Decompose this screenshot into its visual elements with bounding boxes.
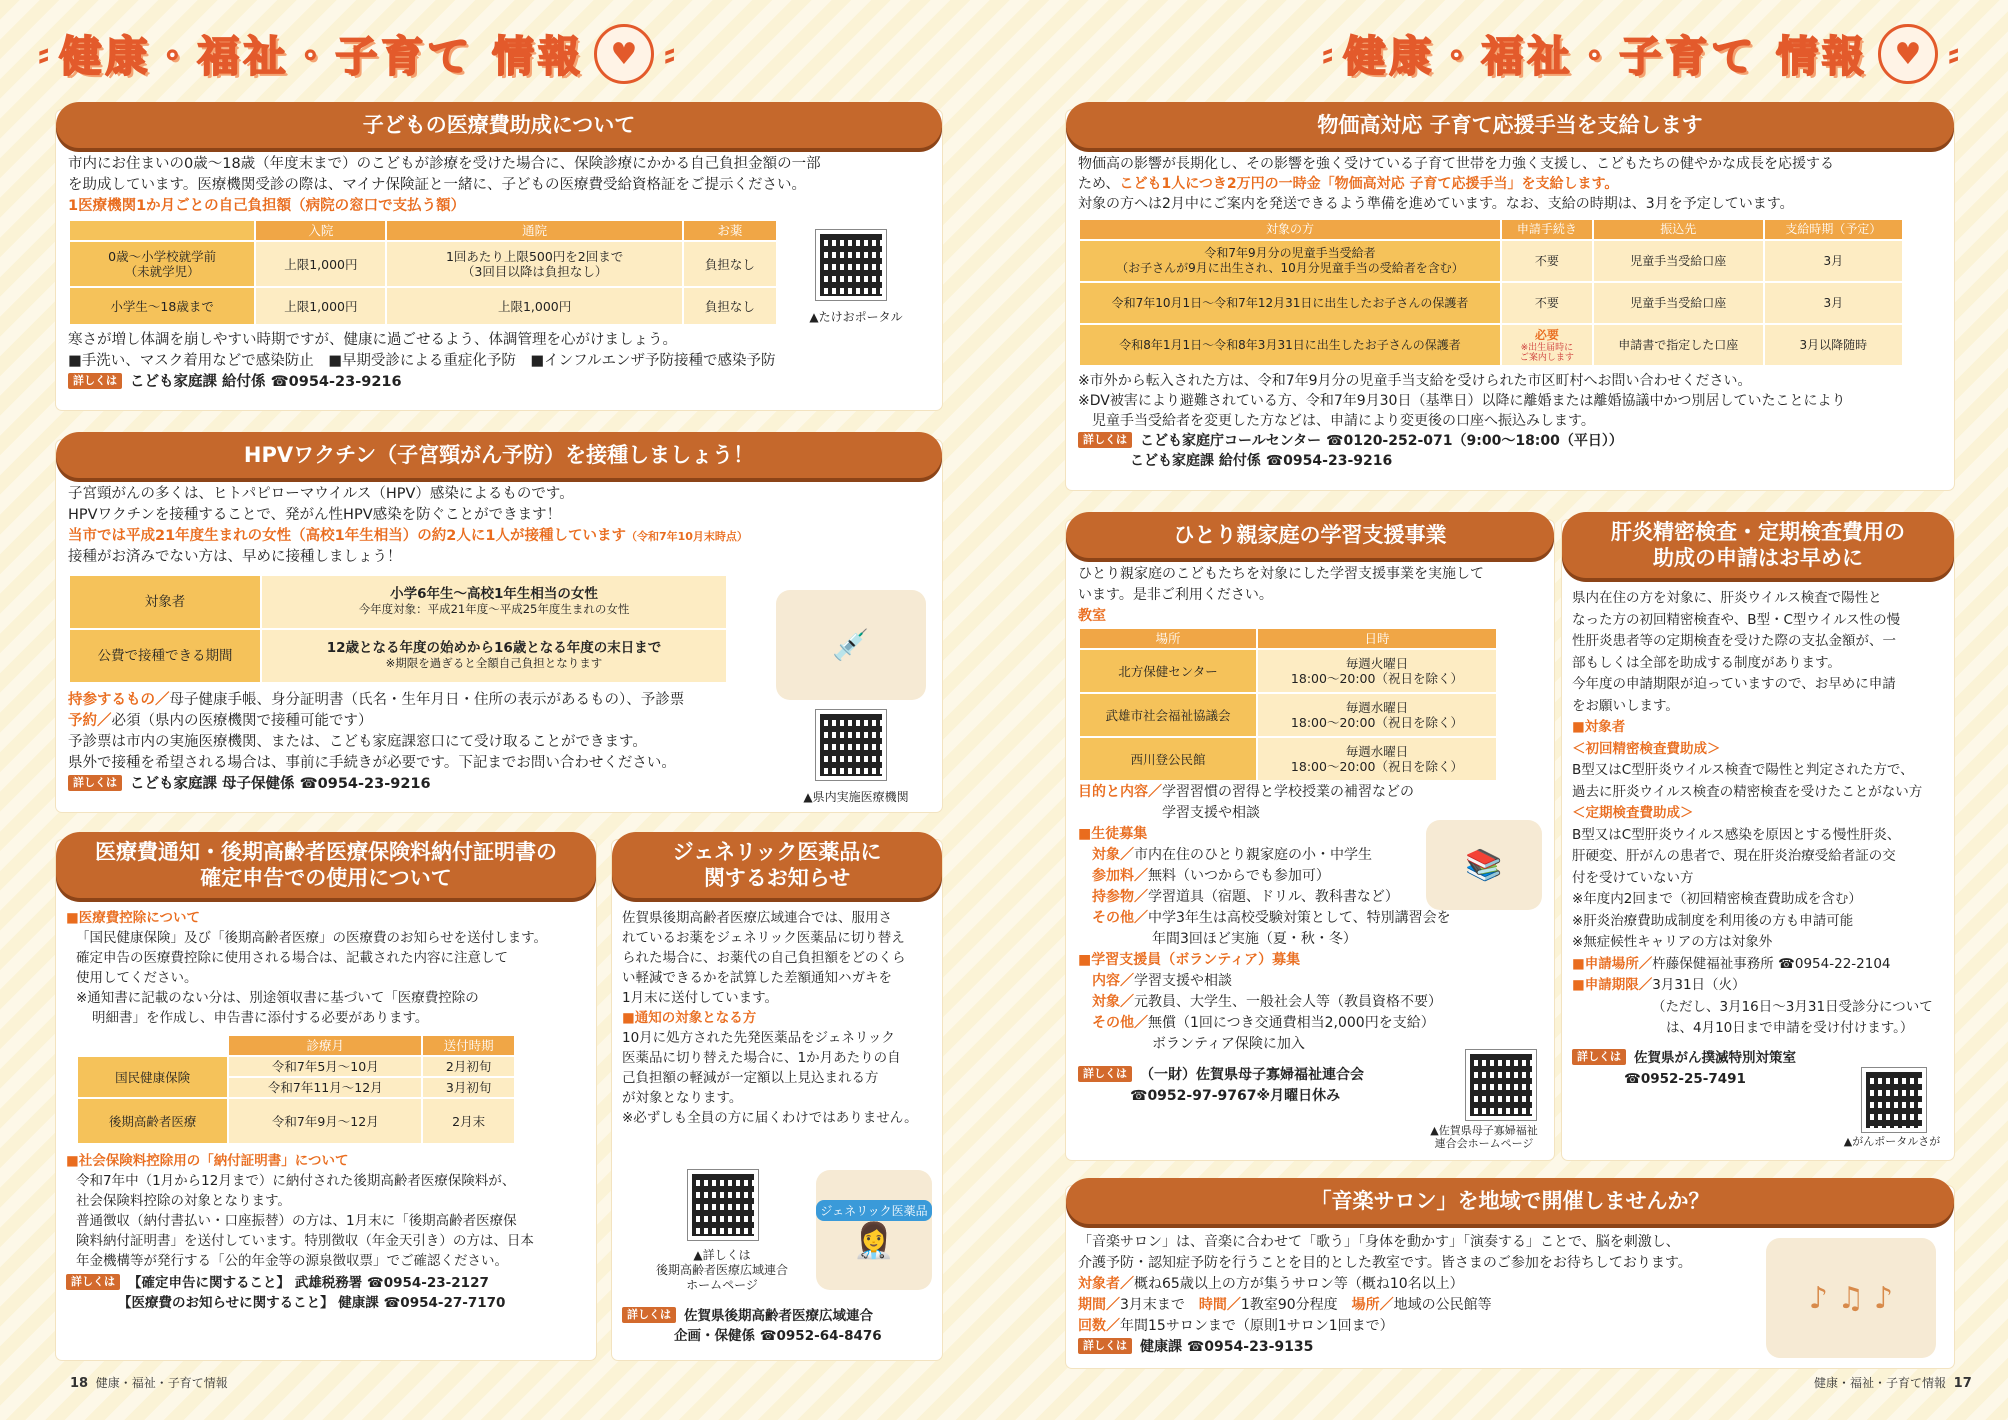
text-line	[1092, 908, 1548, 929]
paragraph: 年金機構等が発行する「公的年金等の源泉徴収票」でご確認ください。	[76, 1253, 508, 1269]
detail-badge: 詳しくは	[1078, 1338, 1132, 1354]
text-line: られた場合に、お薬代の自己負担額をどのくら	[622, 950, 906, 966]
right-page	[1004, 0, 2008, 1420]
text-line: ボランティア保険に加入	[1152, 1036, 1305, 1052]
contact: （一財）佐賀県母子寡婦福祉連合会	[1140, 1067, 1364, 1083]
table-cell: 令和8年1月1日～令和8年3月31日に出生したお子さんの保護者	[1080, 325, 1500, 365]
section-title: 「音楽サロン」を地域で開催しませんか？	[1066, 1178, 1954, 1224]
text-line: B型又はC型肝炎ウイルス感染を原因とする慢性肝炎、	[1572, 826, 1901, 843]
text-line: 過去に肝炎ウイルス検査の精密検査を受けたことがない方	[1572, 783, 1923, 800]
qr-caption: ▲県内実施医療機関	[803, 790, 909, 804]
table-cell: 振込先	[1594, 220, 1763, 239]
text-line: 対象の方へは2月中にご案内を発送できるよう準備を進めています。なお、支給の時期は、3月を予定しています。	[1078, 196, 1794, 212]
table-cell: 北方保健センター	[1080, 650, 1256, 692]
paragraph: 使用してください。	[76, 970, 198, 986]
text-line: ※DV被害により避難されている方、令和7年9月30日（基準日）以降に離婚または離婚協議中かつ別居していたことにより	[1078, 393, 1846, 409]
text-line: 毎週水曜日	[1345, 700, 1409, 715]
table-cell: 3月初旬	[423, 1078, 514, 1097]
text-line: 学習道具（宿題、ドリル、教科書など）	[1148, 889, 1399, 905]
table-cell: 令和7年9月分の児童手当受給者 （お子さんが9月に出生され、10月分児童手当の受給者を含む）	[1080, 241, 1500, 281]
paragraph: 必須（県内の医療機関で接種可能です）	[111, 713, 373, 729]
text-line: 毎週火曜日	[1345, 656, 1409, 671]
label: 持参するもの／	[68, 692, 170, 708]
text-line	[68, 711, 928, 732]
text-line	[66, 1171, 594, 1271]
contact: こども家庭課 給付係 ☎0954-23-9216	[1130, 453, 1393, 469]
table-cell: 不要	[1502, 241, 1592, 281]
music-salon-card	[1066, 1186, 1954, 1368]
text-line: 杵藤保健福祉事務所 ☎0954-22-2104	[1652, 955, 1891, 972]
table-cell: 武雄市社会福祉協議会	[1080, 694, 1256, 736]
subheading: ■通知の対象となる方	[622, 1010, 757, 1026]
table-cell: 令和7年9月～12月	[229, 1099, 421, 1143]
highlight: こども1人につき2万円の一時金「物価高対応 子育て応援手当」を支給します。	[1119, 176, 1619, 192]
table-cell: 日時	[1258, 629, 1496, 648]
tax-certificate-card	[56, 840, 596, 1360]
header-deco: ⸗	[38, 34, 50, 74]
text-line	[1092, 971, 1548, 992]
table-cell: 場所	[1080, 629, 1256, 648]
text-line: 対象者／	[1078, 1276, 1134, 1292]
text-line	[1078, 431, 1942, 451]
text-line: ＜定期検査費助成＞	[1572, 805, 1694, 821]
classroom-table	[1078, 627, 1498, 782]
detail-badge: 詳しくは	[66, 1274, 120, 1290]
text-line: 学習習慣の習得と学校授業の補習などの	[1162, 784, 1414, 800]
qr-caption: ▲がんポータルさが	[1843, 1135, 1941, 1148]
header-deco: ⸗	[1947, 34, 1960, 74]
text-line: 1教室90分程度	[1240, 1297, 1352, 1313]
cell: 上限1,000円	[387, 288, 681, 324]
subheading: 教室	[1078, 608, 1106, 624]
text-line: B型又はC型肝炎ウイルス検査で陽性と判定された方で、	[1572, 762, 1914, 778]
table-cell: 令和7年10月1日～令和7年12月31日に出生したお子さんの保護者	[1080, 283, 1500, 323]
cell: 負担なし	[684, 288, 776, 324]
text-line: ため、	[1078, 176, 1120, 192]
table-cell: 後期高齢者医療	[78, 1099, 227, 1143]
paragraph: を助成しています。医療機関受診の際は、マイナ保険証と一緒に、子どもの医療費受給資格証をご提示ください。	[68, 177, 807, 193]
text-line: 児童手当受給者を変更した方などは、申請により変更後の口座へ振込みします。	[1092, 413, 1595, 429]
paragraph: 寒さが増し体調を崩しやすい時期ですが、健康に過ごせるよう、体調管理を心がけましょう。	[68, 332, 677, 348]
study-illustration: 📚	[1426, 820, 1542, 910]
text-line: 場所／	[1351, 1297, 1394, 1313]
text-line: 「音楽サロン」は、音楽に合わせて「歌う」「身体を動かす」「演奏する」ことで、脳を刺激し、	[1078, 1234, 1680, 1250]
text-line: 対象／	[1092, 847, 1134, 863]
table-cell: 申請書で指定した口座	[1594, 325, 1763, 365]
table-cell	[78, 1036, 227, 1055]
table-cell	[1258, 694, 1496, 736]
page-header-right	[1322, 24, 1959, 84]
col-header: 通院	[387, 221, 681, 240]
child-support-card	[1066, 110, 1954, 490]
table-cell	[70, 221, 254, 240]
text-line	[1572, 975, 1952, 997]
page-footer-left: 18 健康・福祉・子育て情報	[70, 1376, 228, 1391]
paragraph: 予診票は市内の実施医療機関、または、こども家庭課窓口にて受け取ることができます。	[68, 734, 647, 750]
text-line: 概ね65歳以上の方が集うサロン等（概ね10名以上）	[1134, 1276, 1464, 1292]
text-line: ＜初回精密検査費助成＞	[1572, 740, 1721, 757]
liver-exam-card	[1562, 520, 1954, 1160]
paragraph: 令和7年中（1月から12月まで）に納付された後期高齢者医療保険料が、	[76, 1173, 516, 1189]
qr-code[interactable]	[1862, 1068, 1926, 1132]
contact: 【医療費のお知らせに関すること】 健康課 ☎0954-27-7170	[118, 1295, 506, 1311]
text-line: 対象／	[1092, 994, 1134, 1010]
text-line: ■申請期限／	[1572, 977, 1653, 993]
table-cell	[1502, 325, 1592, 365]
contact: 佐賀県後期高齢者医療広域連合	[684, 1308, 873, 1324]
page-header-left	[38, 24, 675, 84]
cell: 小学6年生～高校1年生相当の女性	[390, 586, 598, 602]
text-line: をお願いします。	[1572, 697, 1679, 714]
col-header: 入院	[256, 221, 385, 240]
contact: 【確定申告に関すること】 武雄税務署 ☎0954-23-2127	[128, 1275, 489, 1291]
text-line: 性肝炎患者等の定期検査を受けた際の支払金額が、一	[1572, 633, 1896, 649]
table-cell	[1258, 650, 1496, 692]
section-title: 子どもの医療費助成について	[56, 102, 942, 148]
highlight: 当市では平成21年度生まれの女性（高校1年生相当）の約2人に1人が接種しています	[68, 528, 626, 544]
header-deco: ⸗	[663, 34, 676, 74]
note: （令和7年10月末時点）	[625, 530, 748, 543]
text-line: 1月末に送付しています。	[622, 990, 779, 1006]
vaccination-illustration: 💉	[776, 590, 926, 700]
contact: 健康課 ☎0954-23-9135	[1140, 1339, 1314, 1355]
table-cell: 3月以降随時	[1765, 325, 1902, 365]
text-line: 18:00～20:00（祝日を除く）	[1290, 715, 1463, 730]
detail-badge: 詳しくは	[68, 373, 122, 389]
detail-badge: 詳しくは	[622, 1307, 676, 1323]
text-line: ※無症候性キャリアの方は対象外	[1572, 934, 1773, 950]
text-line: 市内在住のひとり親家庭の小・中学生	[1134, 847, 1372, 863]
cell: 1回あたり上限500円を2回まで （3回目以降は負担なし）	[387, 242, 681, 286]
text-line	[1572, 1048, 1952, 1070]
section-title: 物価高対応 子育て応援手当を支給します	[1066, 102, 1954, 148]
qr-code[interactable]	[1466, 1050, 1536, 1120]
table-cell: 不要	[1502, 283, 1592, 323]
text-line: 3月末まで	[1120, 1297, 1199, 1313]
text-line: その他／	[1092, 1015, 1148, 1031]
text-line	[1092, 1013, 1548, 1034]
text-line: （ただし、3月16日～3月31日受診分について	[1652, 998, 1933, 1015]
text-line: います。是非ご利用ください。	[1078, 587, 1273, 603]
text-line: ひとり親家庭のこどもたちを対象にした学習支援事業を実施して	[1078, 566, 1484, 582]
text-line: 佐賀県後期高齢者医療広域連合では、服用さ	[622, 910, 892, 926]
paragraph: 子宮頸がんの多くは、ヒトパピローマウイルス（HPV）感染によるものです。	[68, 486, 574, 502]
text-line: 元教員、大学生、一般社会人等（教員資格不要）	[1134, 994, 1442, 1010]
cell: 上限1,000円	[256, 288, 385, 324]
text-line: ※出生届時に ご案内します	[1519, 342, 1574, 363]
text-line: 毎週水曜日	[1345, 744, 1409, 759]
qr-caption: ▲佐賀県母子寡婦福祉 連合会ホームページ	[1430, 1124, 1538, 1150]
table-cell: 送付時期	[423, 1036, 514, 1055]
text-line: 3月31日（火）	[1652, 977, 1746, 993]
hpv-card	[56, 440, 942, 812]
text-line	[622, 1306, 940, 1326]
text-line	[1078, 174, 1942, 194]
detail-badge: 詳しくは	[1078, 432, 1132, 448]
table-cell: 申請手続き	[1502, 220, 1592, 239]
text-line: 中学3年生は高校受験対策として、特別講習会を	[1148, 910, 1451, 926]
cell: 負担なし	[684, 242, 776, 286]
section-title: ひとり親家庭の学習支援事業	[1066, 512, 1554, 558]
row-header: 公費で接種できる期間	[70, 630, 260, 682]
section-title: 医療費通知・後期高齢者医療保険料納付証明書の 確定申告での使用について	[56, 832, 596, 898]
text-line: なった方の初回精密検査や、B型・C型ウイルス性の慢	[1572, 611, 1901, 628]
family-logo-icon: ♥	[594, 24, 654, 84]
qr-caption: ▲詳しくは 後期高齢者医療広域連合 ホームページ	[655, 1248, 788, 1292]
contact: 企画・保健係 ☎0952-64-8476	[674, 1328, 882, 1344]
paragraph: 確定申告の医療費控除に使用される場合は、記載された内容に注意して	[76, 950, 508, 966]
paragraph: 険料納付証明書」を送付しています。特別徴収（年金天引き）の方は、日本	[76, 1233, 534, 1249]
text-line: 己負担額の軽減が一定額以上見込まれる方	[622, 1070, 879, 1086]
header-title: 健康・福祉・子育て 情報	[1343, 32, 1868, 81]
support-table	[1078, 218, 1904, 367]
text-line: い軽減できるかを試算した差額通知ハガキを	[622, 970, 892, 986]
cell: 上限1,000円	[256, 242, 385, 286]
contact: こども家庭庁コールセンター ☎0120-252-071（9:00～18:00（平日））	[1140, 433, 1623, 449]
row-header: 0歳～小学校就学前 （未就学児）	[70, 242, 254, 286]
text-line: ■対象者	[1572, 719, 1626, 735]
qr-caption: ▲たけおポータル	[809, 310, 903, 324]
text-line	[68, 526, 928, 547]
section-title: 肝炎精密検査・定期検査費用の 助成の申請はお早めに	[1562, 512, 1954, 578]
text-line: 年間15サロンまで（原則1サロン1回まで）	[1120, 1318, 1394, 1334]
qr-code[interactable]	[688, 1170, 758, 1240]
text-line	[66, 1273, 594, 1293]
text-line: れているお薬をジェネリック医薬品に切り替え	[622, 930, 905, 946]
paragraph: 普通徴収（納付書払い・口座振替）の方は、1月末に「後期高齢者医療保	[76, 1213, 517, 1229]
text-line: 18:00～20:00（祝日を除く）	[1290, 759, 1463, 774]
col-header: お薬	[684, 221, 776, 240]
text-line: 年間3回ほど実施（夏・秋・冬）	[1152, 931, 1357, 947]
pharmacist-illustration: ジェネリック医薬品 👩‍⚕️	[816, 1170, 932, 1290]
text-line: 目的と内容／	[1078, 784, 1162, 800]
paragraph: 市内にお住まいの0歳～18歳（年度末まで）のこどもが診療を受けた場合に、保険診療にかかる自己負担金額の一部	[68, 156, 821, 172]
table-cell	[1258, 738, 1496, 780]
qr-code[interactable]	[816, 230, 886, 300]
text-line: ※必ずしも全員の方に届くわけではありません。	[622, 1110, 918, 1126]
header-deco: ⸗	[1322, 34, 1334, 74]
table-cell: 3月	[1765, 241, 1902, 281]
contact: 佐賀県がん撲滅特別対策室	[1634, 1049, 1796, 1066]
text-line	[1078, 1274, 1758, 1295]
text-line: は、4月10日まで申請を受け付けます。）	[1666, 1020, 1914, 1036]
text-line: 期間／	[1078, 1297, 1120, 1313]
table-cell: 対象の方	[1080, 220, 1500, 239]
contact: こども家庭課 母子保健係 ☎0954-23-9216	[130, 776, 431, 792]
paragraph: ※通知書に記載のない分は、別途領収書に基づいて「医療費控除の	[76, 990, 479, 1006]
cell: 12歳となる年度の始めから16歳となる年度の末日まで	[326, 640, 662, 656]
text-line: 回数／	[1078, 1318, 1120, 1334]
section-title: ジェネリック医薬品に 関するお知らせ	[612, 832, 942, 898]
text-line	[66, 928, 594, 1028]
text-line	[1078, 971, 1548, 1055]
table-cell: 支給時期（予定）	[1765, 220, 1902, 239]
table-cell: 西川登公民館	[1080, 738, 1256, 780]
text-line	[1572, 954, 1952, 976]
row-header: 小学生～18歳まで	[70, 288, 254, 324]
text-line: 物価高の影響が長期化し、その影響を強く受けている子育て世帯を力強く支援し、こどもたちの健やかな成長を応援する	[1078, 156, 1834, 172]
singing-seniors-illustration: ♪ ♫ ♪	[1766, 1238, 1936, 1358]
contact: ☎0952-97-9767※月曜日休み	[1130, 1088, 1341, 1104]
text-line: が対象となります。	[622, 1090, 743, 1106]
table-cell: 児童手当受給口座	[1594, 283, 1763, 323]
text-line: 18:00～20:00（祝日を除く）	[1290, 671, 1463, 686]
text-line: ■学習支援員（ボランティア）募集	[1078, 952, 1301, 968]
detail-badge: 詳しくは	[68, 775, 122, 791]
tax-table	[76, 1034, 516, 1145]
paragraph: ■手洗い、マスク着用などで感染防止 ■早期受診による重症化予防 ■インフルエンザ予防接種で感染予防	[68, 353, 776, 369]
text-line: 参加料／	[1092, 868, 1148, 884]
text-line: ■申請場所／	[1572, 955, 1653, 972]
family-logo-icon: ♥	[1878, 24, 1938, 84]
detail-badge: 詳しくは	[1078, 1066, 1132, 1082]
text-line: 無償（1回につき交通費相当2,000円を支給）	[1148, 1015, 1435, 1031]
table-cell: 令和7年11月～12月	[229, 1078, 421, 1097]
medical-table	[68, 219, 778, 326]
text-line: ※年度内2回まで（初回精密検査費助成を含む）	[1572, 891, 1862, 907]
text-line: 医薬品に切り替えた場合に、1か月あたりの自	[622, 1050, 901, 1066]
paragraph: 「国民健康保険」及び「後期高齢者医療」の医療費のお知らせを送付します。	[76, 930, 548, 946]
text-line	[68, 372, 928, 393]
text-line: 時間／	[1198, 1297, 1241, 1313]
table-cell: 3月	[1765, 283, 1902, 323]
text-line: 肝硬変、肝がんの患者で、現在肝炎治療受給者証の交	[1572, 848, 1896, 864]
subheading: 1医療機関1か月ごとの自己負担額（病院の窓口で支払う額）	[68, 198, 466, 214]
text-line	[1078, 1295, 1758, 1316]
paragraph: 明細書」を作成し、申告書に添付する必要があります。	[92, 1010, 429, 1026]
text-line: 今年度の申請期限が迫っていますので、お早めに申請	[1572, 676, 1896, 692]
row-header: 対象者	[70, 576, 260, 628]
cell: ※期限を過ぎると全額自己負担となります	[385, 656, 603, 670]
subheading: ■医療費控除について	[66, 910, 200, 926]
text-line	[1078, 1337, 1758, 1358]
single-parent-card	[1066, 520, 1554, 1160]
section-title: HPVワクチン（子宮頸がん予防）を接種しましょう！	[56, 432, 942, 478]
header-title: 健康・福祉・子育て 情報	[59, 32, 584, 81]
contact: こども家庭課 給付係 ☎0954-23-9216	[130, 374, 402, 390]
paragraph: 社会保険料控除の対象となります。	[76, 1193, 291, 1209]
table-cell: 診療月	[229, 1036, 421, 1055]
text-line: 10月に処方された先発医薬品をジェネリック	[622, 1030, 895, 1046]
paragraph: HPVワクチンを接種することで、発がん性HPV感染を防ぐことができます！	[68, 507, 562, 523]
text-line: 内容／	[1092, 973, 1134, 989]
generic-drug-card	[612, 840, 942, 1360]
table-cell	[262, 576, 726, 628]
hpv-table	[68, 574, 728, 684]
table-cell: 国民健康保険	[78, 1057, 227, 1097]
text-line: ※市外から転入された方は、令和7年9月分の児童手当支給を受けられた市区町村へお問い合わせください。	[1078, 373, 1752, 389]
detail-badge: 詳しくは	[1572, 1049, 1626, 1065]
text-line: その他／	[1092, 910, 1148, 926]
text-line: ※肝炎治療費助成制度を利用後の方も申請可能	[1572, 912, 1854, 929]
text-line: 付を受けていない方	[1572, 869, 1694, 886]
text-line: 持参物／	[1092, 889, 1148, 905]
text-line: 地域の公民館等	[1393, 1297, 1492, 1313]
table-cell: 児童手当受給口座	[1594, 241, 1763, 281]
text-line: 県内在住の方を対象に、肝炎ウイルス検査で陽性と	[1572, 590, 1882, 606]
medical-subsidy-card	[56, 110, 942, 410]
table-cell: 2月初旬	[423, 1057, 514, 1076]
table-cell: 令和7年5月～10月	[229, 1057, 421, 1076]
text-line	[1092, 992, 1548, 1013]
paragraph: 母子健康手帳、身分証明書（氏名・生年月日・住所の表示があるもの）、予診票	[169, 692, 685, 708]
paragraph: 接種がお済みでない方は、早めに接種しましょう！	[68, 549, 402, 565]
page-footer-right: 健康・福祉・子育て情報 17	[1814, 1376, 1972, 1391]
text-line: 学習支援や相談	[1134, 973, 1232, 989]
text-line: 部もしくは全部を助成する制度があります。	[1572, 654, 1841, 671]
qr-code[interactable]	[816, 710, 886, 780]
text-line: ■生徒募集	[1078, 826, 1148, 842]
text-line: 学習支援や相談	[1162, 805, 1260, 821]
text-line	[1078, 1316, 1758, 1337]
subheading: ■社会保険料控除用の「納付証明書」について	[66, 1153, 349, 1169]
text-line	[1078, 782, 1548, 803]
text-line: 必要	[1534, 327, 1559, 342]
paragraph: 県外で接種を希望される場合は、事前に手続きが必要です。下記までお問い合わせください。	[68, 755, 676, 771]
table-cell: 2月末	[423, 1099, 514, 1143]
label: 予約／	[68, 713, 112, 729]
contact: ☎0952-25-7491	[1624, 1071, 1746, 1087]
text-line: 介護予防・認知症予防を行うことを目的とした教室です。皆さまのご参加をお待ちしております。	[1078, 1255, 1692, 1271]
table-cell	[262, 630, 726, 682]
cell: 今年度対象：平成21年度～平成25年度生まれの女性	[358, 602, 630, 616]
text-line: 無料（いつからでも参加可）	[1148, 868, 1330, 884]
